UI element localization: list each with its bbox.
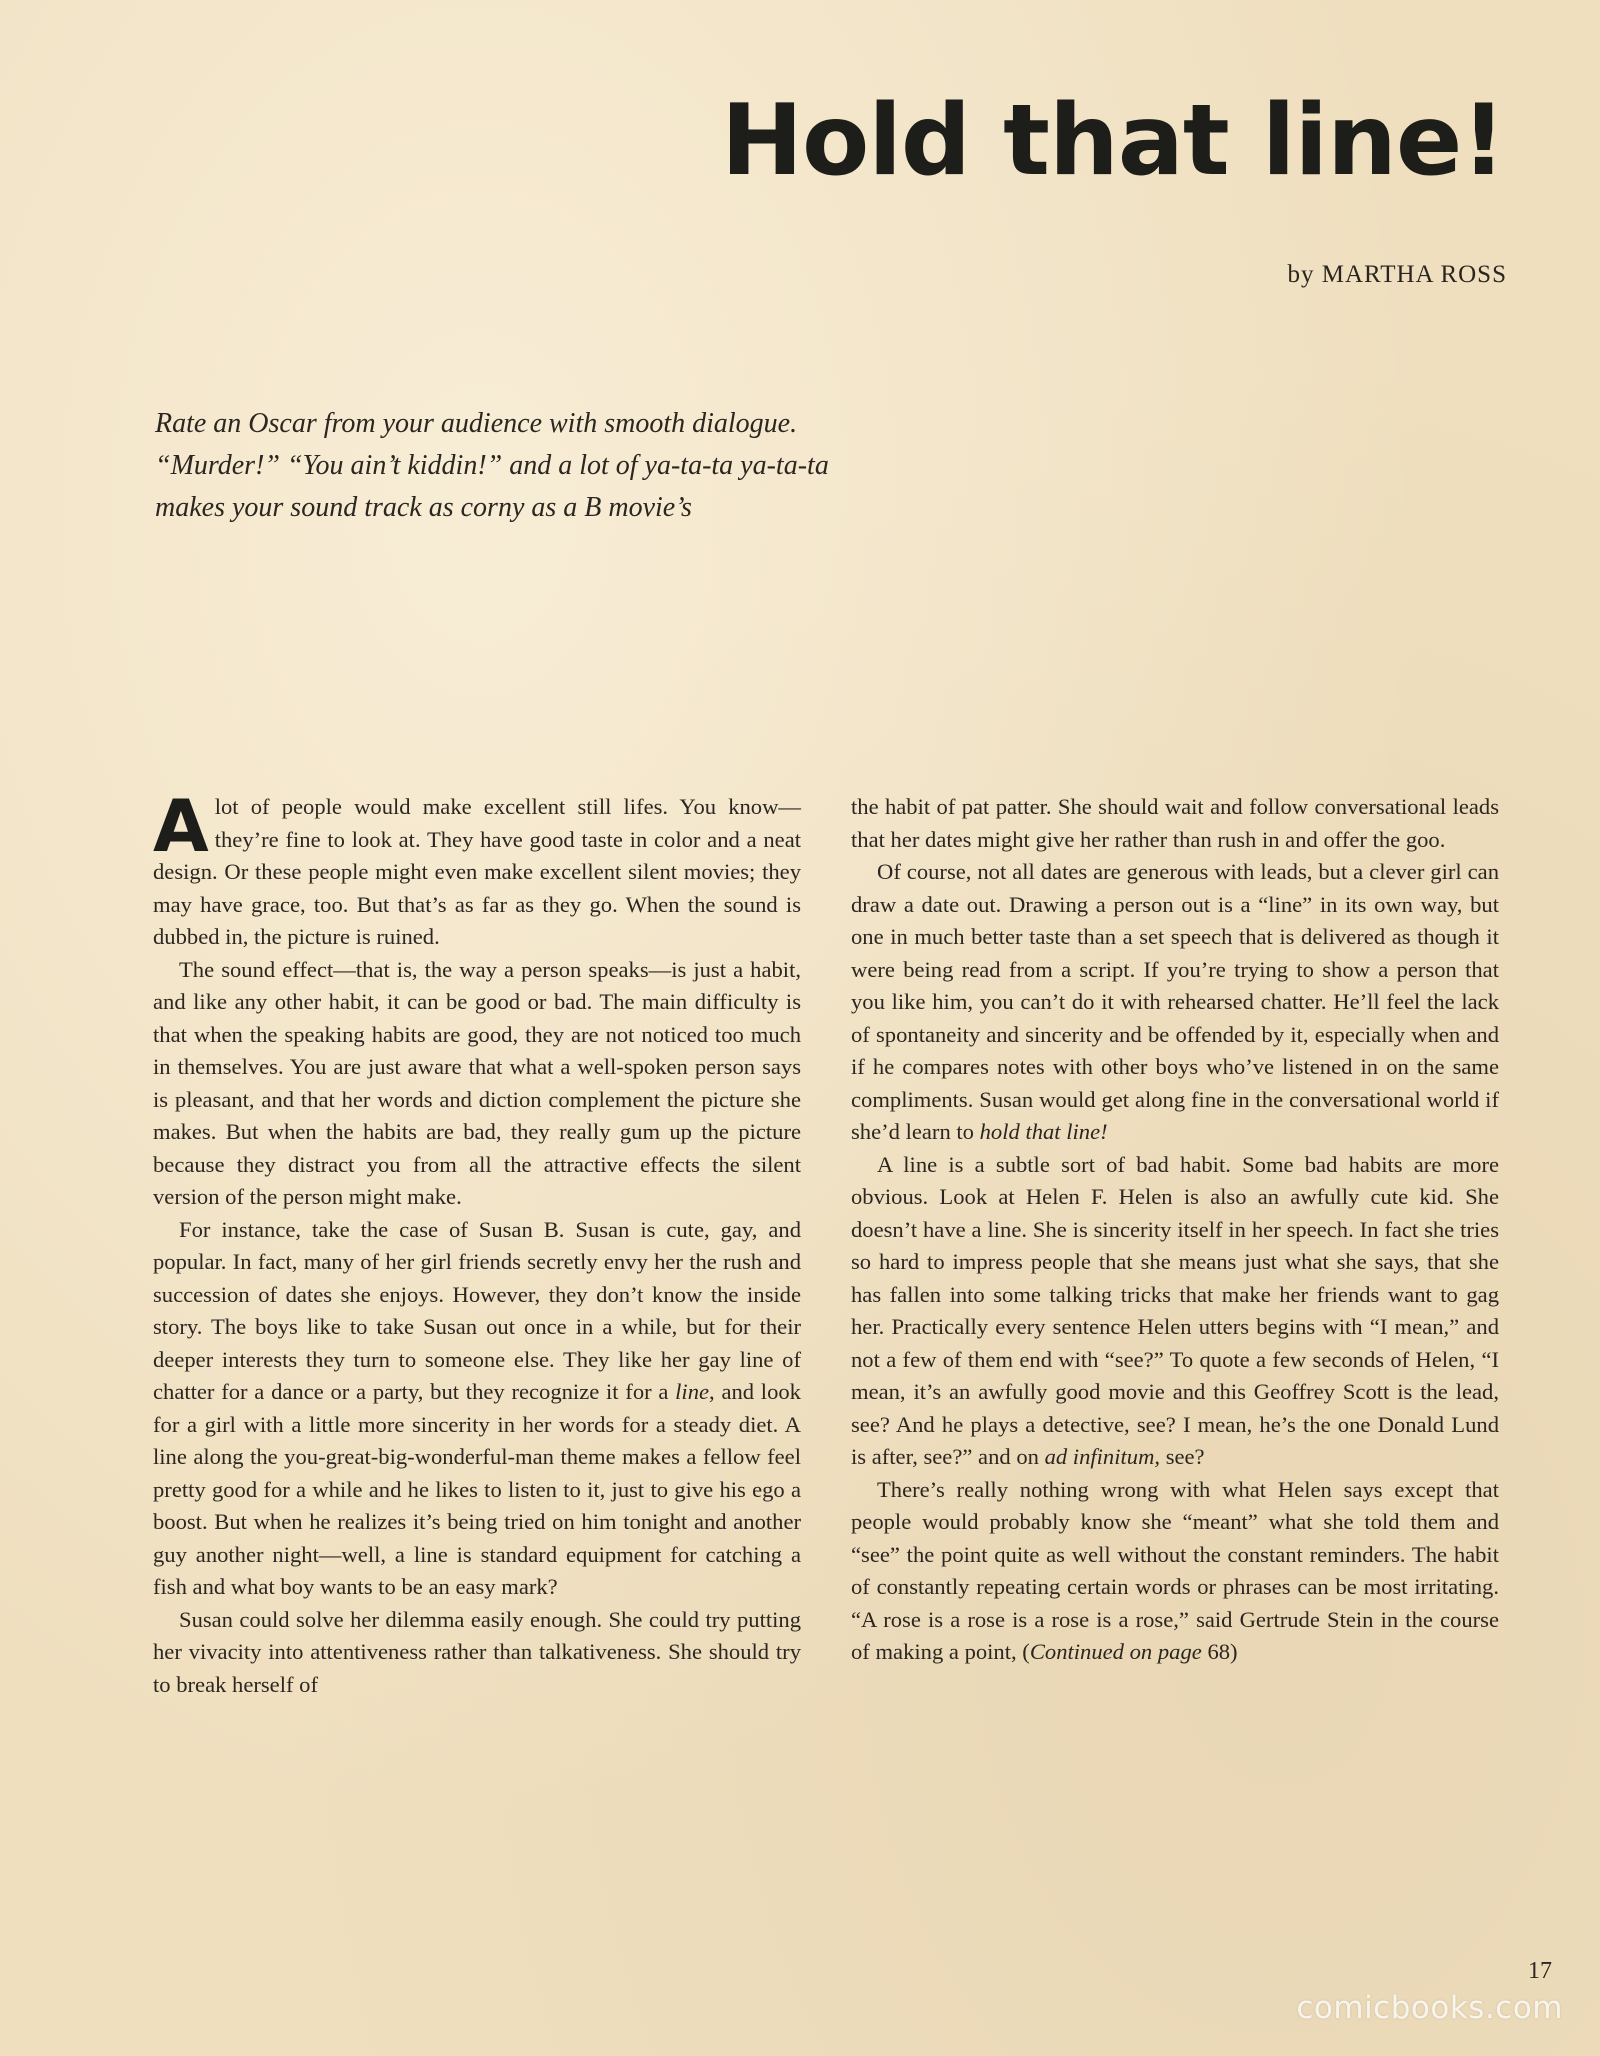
continued-note: Continued on page [1029,1639,1202,1664]
body-column-left [153,784,801,1701]
paragraph: The sound effect—that is, the way a person speaks—is just a habit, and like any other habit, it can be good or bad. The main difficulty is that when the speaking habits are good, they are not noticed too much in themselves. You are just aware that what a well-spoken person says is pleasant, and that her words and diction complement the picture she makes. But when the habits are bad, they really gum up the picture because they distract you from all the attractive effects the silent version of the person might make. [153,956,801,1209]
page-number: 17 [1528,1958,1552,1984]
paragraph: For instance, take the case of Susan B. Susan is cute, gay, and popular. In fact, many of her girl friends secretly envy her the rush and succession of dates she enjoys. However, they don’t know the inside story. The boys like to take Susan out once in a while, but for their deeper interests they turn to someone else. They like her gay line of chatter for a dance or a party, but they recognize it for a line, and look for a girl with a little more sincerity in her words for a steady diet. A line along the you-great-big-wonderful-man theme makes a fellow feel pretty good for a while and he likes to listen to it, just to give his ego a boost. But when he realizes it’s being tried on him tonight and another guy another night—well, a line is standard equipment for catching a fish and what boy wants to be an easy mark? [153,1216,801,1599]
article-deck [155,403,1055,529]
watermark: comicbooks.com [1296,1990,1563,2026]
deck-line: “Murder!” “You ain’t kiddin!” and a lot of ya-ta-ta ya-ta-ta [155,450,829,481]
paragraph: Susan could solve her dilemma easily enough. She could try putting her vivacity into attentiveness rather than talkativeness. She should try to break herself of [153,1606,801,1697]
emphasis: ad infinitum, [1044,1444,1161,1469]
drop-cap: A [153,784,209,868]
paragraph: Alot of people would make excellent still lifes. You know—they’re fine to look at. They have good taste in color and a neat design. Or these people might even make excellent silent movies; they may have grace, too. But that’s as far as they go. When the sound is dubbed in, the picture is ruined. [153,784,801,949]
paragraph: There’s really nothing wrong with what Helen says except that people would probably know she “meant” what she told them and “see” the point quite as well without the constant reminders. The habit of constantly repeating certain words or phrases can be most irritating. “A rose is a rose is a rose is a rose,” said Gertrude Stein in the course of making a point, (Continued on page 68) [851,1476,1499,1664]
emphasis: line [675,1379,710,1404]
body-column-right [851,791,1499,1669]
paragraph: A line is a subtle sort of bad habit. Some bad habits are more obvious. Look at Helen F. Helen is also an awfully cute kid. She doesn’t have a line. She is sincerity itself in her speech. In fact she tries so hard to impress people that she means just what she says, that she has fallen into some talking tricks that make her friends want to gag her. Practically every sentence Helen utters begins with “I mean,” and not a few of them end with “see?” To quote a few seconds of Helen, “I mean, it’s an awfully good movie and this Geoffrey Scott is the lead, see? And he plays a detective, see? I mean, he’s the one Donald Lund is after, see?” and on ad infinitum, see? [851,1151,1499,1469]
byline: by MARTHA ROSS [1287,261,1507,288]
paragraph: the habit of pat patter. She should wait and follow conversational leads that her dates might give her rather than rush in and offer the goo. [851,794,1499,852]
paragraph: Of course, not all dates are generous with leads, but a clever girl can draw a date out. Drawing a person out is a “line” in its own way, but one in much better taste than a set speech that is delivered as though it were being read from a script. If you’re trying to show a person that you like him, you can’t do it with rehearsed chatter. He’ll feel the lack of spontaneity and sincerity and be offended by it, especially when and if he compares notes with other boys who’ve listened in on the same compliments. Susan would get along fine in the conversational world if she’d learn to hold that line! [851,859,1499,1144]
deck-line: Rate an Oscar from your audience with smooth dialogue. [155,408,798,439]
emphasis: hold that line! [979,1119,1108,1144]
article-title: Hold that line! [720,84,1505,198]
deck-line: makes your sound track as corny as a B movie’s [155,492,692,523]
